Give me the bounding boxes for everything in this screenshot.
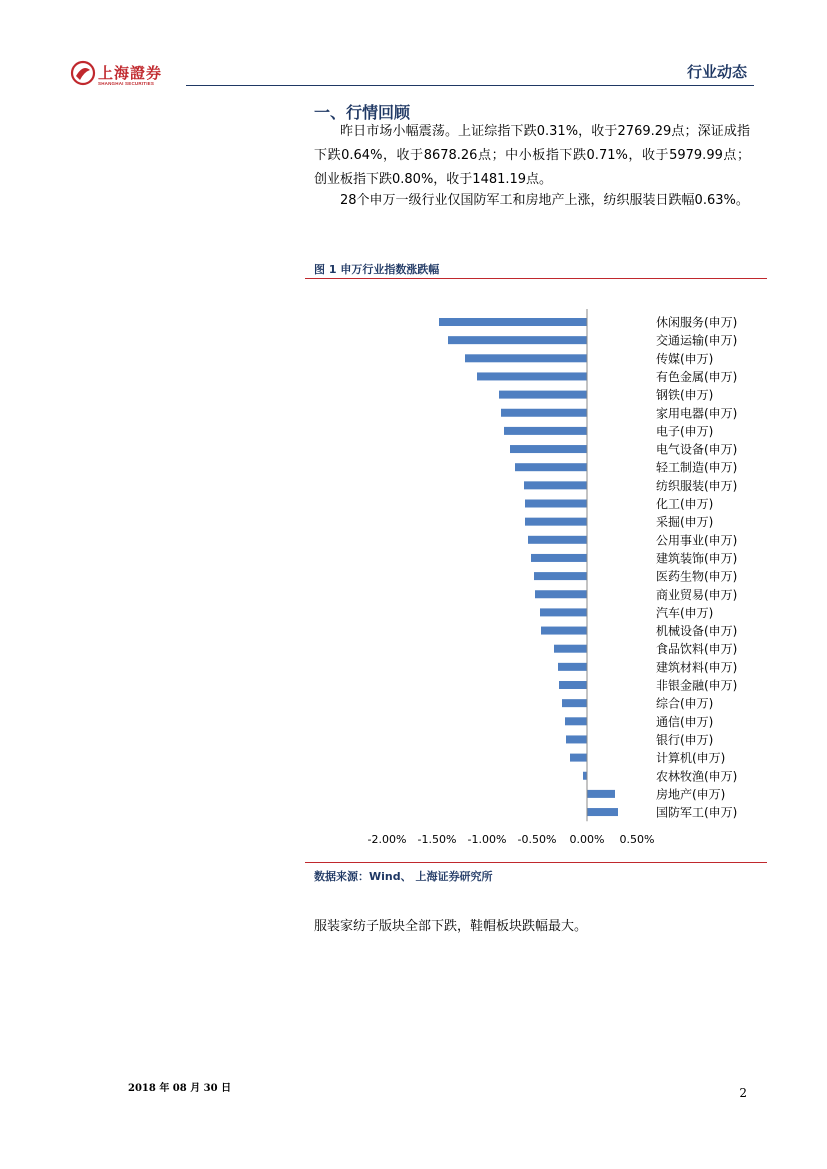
bar-24 <box>570 754 587 762</box>
category-label: 非银金融(申万) <box>656 678 738 693</box>
category-label: 有色金属(申万) <box>656 369 738 384</box>
category-label: 钢铁(申万) <box>656 388 714 403</box>
page-number: 2 <box>739 1086 747 1100</box>
bar-1 <box>448 336 587 344</box>
bar-23 <box>566 735 587 743</box>
bar-11 <box>525 518 587 526</box>
x-tick-label: -0.50% <box>517 833 557 846</box>
bar-7 <box>510 445 587 453</box>
category-label: 纺织服装(申万) <box>656 478 738 493</box>
category-label: 建筑装饰(申万) <box>656 551 738 566</box>
category-label: 交通运输(申万) <box>656 333 738 348</box>
industry-bar-chart <box>305 279 767 862</box>
bar-4 <box>499 391 587 399</box>
category-label: 采掘(申万) <box>656 515 714 530</box>
bar-13 <box>531 554 587 562</box>
category-label: 轻工制造(申万) <box>656 460 738 475</box>
category-label: 化工(申万) <box>656 497 714 511</box>
bar-25 <box>583 772 587 780</box>
category-label: 电子(申万) <box>656 424 714 439</box>
footer-date: 2018 年 08 月 30 日 <box>128 1083 232 1094</box>
category-label: 农林牧渔(申万) <box>656 769 738 784</box>
bar-17 <box>541 627 587 635</box>
category-label: 房地产(申万) <box>656 787 726 802</box>
bar-18 <box>554 645 587 653</box>
x-tick-label: -2.00% <box>367 833 407 846</box>
category-label: 国防军工(申万) <box>656 805 738 820</box>
logo-text-cn: 上海證券 <box>98 64 163 82</box>
bar-26 <box>587 790 615 798</box>
bar-3 <box>477 372 587 380</box>
figure-source: 数据来源：Wind、 上海证券研究所 <box>314 870 493 883</box>
x-tick-label: -1.50% <box>417 833 457 846</box>
x-tick-label: 0.50% <box>619 833 655 846</box>
category-label: 银行(申万) <box>656 732 714 747</box>
company-logo <box>70 60 180 92</box>
category-label: 休闲服务(申万) <box>656 315 738 330</box>
bar-15 <box>535 590 587 598</box>
category-label: 汽车(申万) <box>656 605 714 620</box>
bar-9 <box>524 481 587 489</box>
figure-title: 图 1 申万行业指数涨跌幅 <box>314 263 440 276</box>
bar-6 <box>504 427 587 435</box>
category-label: 医药生物(申万) <box>656 569 738 584</box>
logo-emblem-icon <box>70 60 96 86</box>
paragraph-industry-summary: 28个申万一级行业仅国防军工和房地产上涨，纺织服装日跌幅0.63%。 <box>340 193 749 208</box>
category-label: 传媒(申万) <box>656 351 714 366</box>
bar-27 <box>587 808 618 816</box>
category-label: 通信(申万) <box>656 714 714 729</box>
bar-16 <box>540 608 587 616</box>
section-title: 一、行情回顾 <box>314 103 411 122</box>
category-label: 电气设备(申万) <box>656 442 738 457</box>
bar-21 <box>562 699 587 707</box>
x-tick-label: 0.00% <box>569 833 605 846</box>
category-label: 计算机(申万) <box>656 751 726 766</box>
bar-19 <box>558 663 587 671</box>
category-label: 机械设备(申万) <box>656 624 738 639</box>
header-divider <box>186 85 754 86</box>
figure-bottom-rule <box>305 862 767 863</box>
category-label: 公用事业(申万) <box>656 533 738 548</box>
bar-2 <box>465 354 587 362</box>
bar-20 <box>559 681 587 689</box>
bar-14 <box>534 572 587 580</box>
header-title: 行业动态 <box>686 63 747 81</box>
bar-12 <box>528 536 587 544</box>
paragraph-market-review: 昨日市场小幅震荡。上证综指下跌0.31%，收于2769.29点；深证成指下跌0.64%，收于8678.26点；中小板指下跌0.71%，收于5979.99点；创业板指下跌0.80%，收于1481.19点。 <box>314 124 750 187</box>
logo-text-en: SHANGHAI SECURITIES <box>98 81 155 86</box>
category-label: 综合(申万) <box>656 696 714 711</box>
category-label: 建筑材料(申万) <box>656 660 738 675</box>
bar-0 <box>439 318 587 326</box>
bar-5 <box>501 409 587 417</box>
category-label: 家用电器(申万) <box>656 406 738 421</box>
bar-22 <box>565 717 587 725</box>
bar-10 <box>525 500 587 508</box>
category-label: 商业贸易(申万) <box>656 587 738 602</box>
category-label: 食品饮料(申万) <box>656 642 738 657</box>
paragraph-textile-note: 服装家纺子版块全部下跌，鞋帽板块跌幅最大。 <box>314 919 588 934</box>
x-tick-label: -1.00% <box>467 833 507 846</box>
bar-8 <box>515 463 587 471</box>
